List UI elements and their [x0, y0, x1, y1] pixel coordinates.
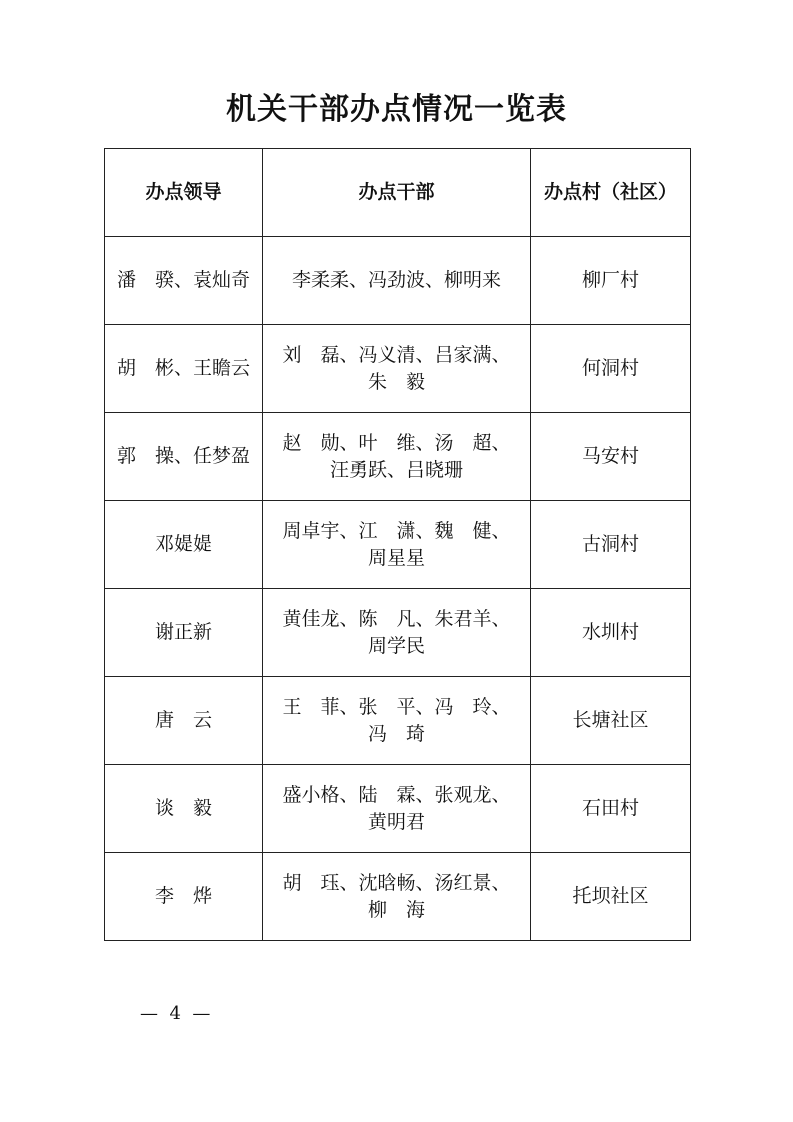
cadres-line: 盛小格、陆 霖、张观龙、 [282, 783, 511, 806]
cadres-cell [263, 853, 531, 941]
leader-cell: 唐 云 [105, 677, 263, 765]
village-cell: 托坝社区 [531, 853, 691, 941]
document-title: 机关干部办点情况一览表 [226, 92, 567, 127]
cadres-line: 黄明君 [367, 810, 425, 833]
table-row [105, 237, 691, 325]
table-row [105, 765, 691, 853]
page-number: — 4 — [140, 1003, 211, 1024]
leader-cell: 李 烨 [105, 853, 263, 941]
cadres-line: 黄佳龙、陈 凡、朱君羊、 [282, 607, 511, 630]
cadres-line: 周星星 [367, 546, 425, 569]
leader-cell: 胡 彬、王瞻云 [105, 325, 263, 413]
table-row [105, 589, 691, 677]
cadres-cell [263, 413, 531, 501]
cadres-line: 胡 珏、沈晗畅、汤红景、 [282, 871, 511, 894]
cadres-line: 王 菲、张 平、冯 玲、 [282, 695, 511, 718]
cadres-cell [263, 325, 531, 413]
leader-cell: 谈 毅 [105, 765, 263, 853]
table-row [105, 413, 691, 501]
cadres-line: 朱 毅 [367, 370, 425, 393]
table-header-row [105, 149, 691, 237]
table-row [105, 677, 691, 765]
village-cell: 何洞村 [531, 325, 691, 413]
cadres-line: 周学民 [367, 634, 425, 657]
cadres-line: 赵 勋、叶 维、汤 超、 [282, 431, 511, 454]
header-cadres: 办点干部 [263, 149, 531, 237]
cadres-line: 汪勇跃、吕晓珊 [329, 458, 463, 481]
cadres-cell [263, 237, 531, 325]
table-row [105, 325, 691, 413]
village-cell: 水圳村 [531, 589, 691, 677]
cadre-assignment-table [104, 148, 691, 941]
cadres-cell [263, 589, 531, 677]
cadres-line: 柳 海 [367, 898, 425, 921]
leader-cell: 郭 操、任梦盈 [105, 413, 263, 501]
village-cell: 柳厂村 [531, 237, 691, 325]
cadres-cell [263, 677, 531, 765]
cadres-cell [263, 765, 531, 853]
table-row [105, 501, 691, 589]
cadres-line: 冯 琦 [367, 722, 425, 745]
cadres-line: 刘 磊、冯义清、吕家满、 [282, 343, 511, 366]
cadres-cell [263, 501, 531, 589]
village-cell: 长塘社区 [531, 677, 691, 765]
village-cell: 石田村 [531, 765, 691, 853]
leader-cell: 邓媞媞 [105, 501, 263, 589]
village-cell: 马安村 [531, 413, 691, 501]
village-cell: 古洞村 [531, 501, 691, 589]
cadres-line: 周卓宇、江 潇、魏 健、 [282, 519, 511, 542]
leader-cell: 谢正新 [105, 589, 263, 677]
leader-cell: 潘 骙、袁灿奇 [105, 237, 263, 325]
header-leader: 办点领导 [105, 149, 263, 237]
table-row [105, 853, 691, 941]
cadres-line: 李柔柔、冯劲波、柳明来 [291, 269, 501, 291]
header-village: 办点村（社区） [531, 149, 691, 237]
